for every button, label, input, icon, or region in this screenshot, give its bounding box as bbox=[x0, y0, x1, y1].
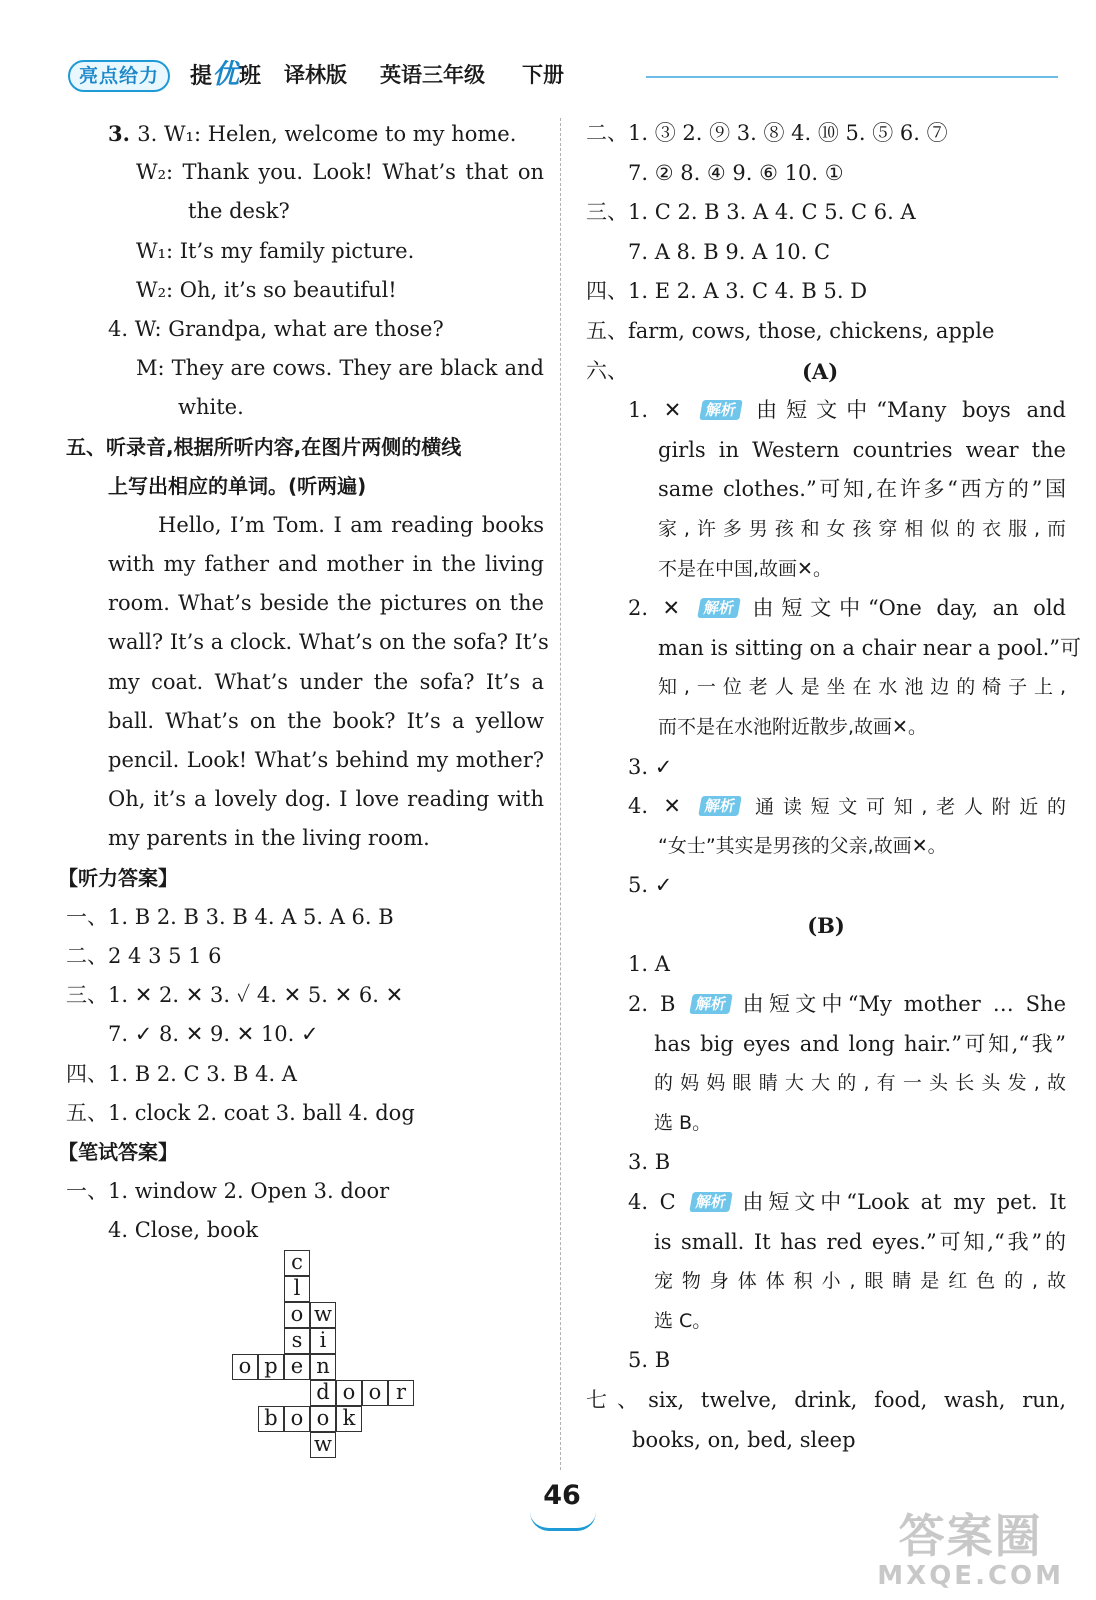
series-big: 优 bbox=[212, 59, 240, 90]
crossword-cell: l bbox=[284, 1276, 310, 1302]
analysis-tag: 解析 bbox=[690, 1192, 734, 1212]
dialogue-4-line-3: white. bbox=[178, 395, 244, 420]
listening-answers-heading: 【听力答案】 bbox=[58, 865, 178, 890]
answer-4-line: 四、1. E 2. A 3. C 4. B 5. D bbox=[586, 279, 868, 304]
part-a-label: (A) bbox=[802, 358, 839, 384]
crossword-cell: o bbox=[284, 1302, 310, 1328]
item-a1-line-2: girls in Western countries wear the bbox=[658, 437, 1066, 462]
written-answers-heading: 【笔试答案】 bbox=[58, 1139, 178, 1164]
crossword-cell: s bbox=[284, 1328, 310, 1354]
item-a2-line-4: 而不是在水池附近散步,故画✕。 bbox=[658, 715, 927, 738]
listening-answer-5: 五、1. clock 2. coat 3. ball 4. dog bbox=[66, 1100, 415, 1125]
series-post: 班 bbox=[239, 64, 262, 89]
crossword-cell: o bbox=[336, 1380, 362, 1406]
crossword-cell: w bbox=[310, 1302, 336, 1328]
watermark-line-1: 答案圈 bbox=[898, 1509, 1043, 1563]
item-b2-line-4: 选 B。 bbox=[654, 1111, 712, 1134]
answer-3-line-2: 7. A 8. B 9. A 10. C bbox=[628, 239, 831, 264]
crossword-cell: b bbox=[258, 1406, 284, 1432]
answer-2-line-1: 二、1. ③ 2. ⑨ 3. ⑧ 4. ⑩ 5. ⑤ 6. ⑦ bbox=[586, 121, 948, 145]
passage-line-6: ball. What’s on the book? It’s a yellow bbox=[108, 708, 544, 733]
dialogue-4-line-1: 4. W: Grandpa, what are those? bbox=[108, 316, 444, 341]
item-a3: 3. ✓ bbox=[628, 754, 673, 779]
analysis-tag: 解析 bbox=[699, 400, 743, 420]
answer-7-line-2: books, on, bed, sleep bbox=[632, 1427, 856, 1452]
crossword-cell: w bbox=[310, 1432, 336, 1458]
dialogue-3-line-3: the desk? bbox=[188, 199, 290, 224]
watermark-line-2: MXQE.COM bbox=[877, 1561, 1064, 1591]
answer-7-line-1: 七、six, twelve, drink, food, wash, run, bbox=[586, 1388, 1066, 1412]
dialogue-4-line-2: M: They are cows. They are black and bbox=[136, 356, 544, 381]
column-divider bbox=[560, 118, 561, 1470]
passage-line-9: my parents in the living room. bbox=[108, 826, 430, 851]
crossword-cell: o bbox=[232, 1354, 258, 1380]
analysis-tag: 解析 bbox=[699, 796, 743, 816]
part-b-label: (B) bbox=[807, 912, 845, 938]
item-b4-line-2: is small. It has red eyes.”可知,“我”的 bbox=[654, 1229, 1066, 1254]
series-pre: 提 bbox=[190, 64, 213, 89]
passage-line-2: with my father and mother in the living bbox=[108, 552, 544, 577]
left-column bbox=[58, 114, 549, 1250]
subject-label: 英语三年级 bbox=[380, 63, 485, 87]
dialogue-3-line-1: 3. 3. W₁: Helen, welcome to my home. bbox=[108, 121, 517, 146]
dialogue-3-line-5: W₂: Oh, it’s so beautiful! bbox=[136, 277, 397, 302]
crossword-cell: k bbox=[336, 1406, 362, 1432]
crossword-cell: c bbox=[284, 1250, 310, 1276]
analysis-tag: 解析 bbox=[690, 994, 734, 1014]
item-b4-line-4: 选 C。 bbox=[654, 1309, 712, 1332]
item-a4-line-2: “女士”其实是男孩的父亲,故画✕。 bbox=[658, 834, 947, 857]
edition-label: 译林版 bbox=[284, 63, 347, 87]
item-b1: 1. A bbox=[628, 952, 670, 977]
dialogue-3-line-2: W₂: Thank you. Look! What’s that on bbox=[136, 160, 544, 185]
listening-answer-1: 一、1. B 2. B 3. B 4. A 5. A 6. B bbox=[66, 904, 394, 929]
item-a2-line-2: man is sitting on a chair near a pool.”可 bbox=[658, 635, 1082, 660]
item-b2-line-3: 的妈妈眼睛大大的,有一头长头发,故 bbox=[654, 1072, 1066, 1095]
item-b3: 3. B bbox=[628, 1150, 671, 1175]
section-5-instruction-1: 五、听录音,根据所听内容,在图片两侧的横线 bbox=[66, 434, 462, 459]
page-header bbox=[68, 58, 1058, 94]
written-answer-1-cont: 4. Close, book bbox=[108, 1218, 259, 1243]
item-a5: 5. ✓ bbox=[628, 873, 673, 898]
passage-line-4: wall? It’s a clock. What’s on the sofa? It’s bbox=[108, 630, 549, 655]
page-number: 46 bbox=[543, 1480, 581, 1511]
crossword-cell: i bbox=[310, 1328, 336, 1354]
item-a1-line-1: 1. ✕ 解析 由短文中“Many boys and bbox=[628, 398, 1066, 423]
item-a1-line-3: same clothes.”可知,在许多“西方的”国 bbox=[658, 477, 1066, 502]
item-b2-line-2: has big eyes and long hair.”可知,“我” bbox=[654, 1031, 1066, 1056]
listening-answer-3-cont: 7. ✓ 8. ✕ 9. ✕ 10. ✓ bbox=[108, 1022, 319, 1047]
watermark-logo bbox=[877, 1510, 1064, 1590]
crossword-cell: o bbox=[362, 1380, 388, 1406]
item-a1-line-4: 家,许多男孩和女孩穿相似的衣服,而 bbox=[658, 517, 1066, 540]
item-b4-line-1: 4. C 解析 由短文中“Look at my pet. It bbox=[628, 1190, 1066, 1215]
listening-answer-4: 四、1. B 2. C 3. B 4. A bbox=[66, 1061, 297, 1086]
item-a2-line-1: 2. ✕ 解析 由短文中“One day, an old bbox=[628, 596, 1066, 621]
brand-badge: 亮点给力 bbox=[68, 60, 170, 92]
listening-answer-3: 三、1. ✕ 2. ✕ 3. ✓ 4. ✕ 5. ✕ 6. ✕ bbox=[66, 983, 404, 1008]
item-a1-line-5: 不是在中国,故画✕。 bbox=[658, 557, 832, 580]
dialogue-3-line-4: W₁: It’s my family picture. bbox=[136, 238, 415, 263]
written-answer-1: 一、1. window 2. Open 3. door bbox=[66, 1179, 390, 1204]
header-rule bbox=[646, 76, 1058, 78]
crossword-cell: p bbox=[258, 1354, 284, 1380]
right-column bbox=[586, 114, 1082, 1460]
section-5-instruction-2: 上写出相应的单词。(听两遍) bbox=[108, 473, 367, 498]
volume-label: 下册 bbox=[522, 63, 564, 87]
crossword-cell: r bbox=[388, 1380, 414, 1406]
passage-line-5: my coat. What’s under the sofa? It’s a bbox=[108, 669, 544, 694]
passage-line-1: Hello, I’m Tom. I am reading books bbox=[158, 512, 544, 537]
item-a4-line-1: 4. ✕ 解析 通读短文可知,老人附近的 bbox=[628, 794, 1066, 819]
page-number-arc bbox=[530, 1512, 596, 1531]
crossword-cell: e bbox=[284, 1354, 310, 1380]
crossword-cell: o bbox=[310, 1406, 336, 1432]
item-b4-line-3: 宠物身体体积小,眼睛是红色的,故 bbox=[654, 1270, 1066, 1293]
answer-2-line-2: 7. ② 8. ④ 9. ⑥ 10. ① bbox=[628, 160, 844, 185]
series-title bbox=[190, 58, 261, 94]
crossword-cell: o bbox=[284, 1406, 310, 1432]
passage-line-7: pencil. Look! What’s behind my mother? bbox=[108, 748, 544, 772]
crossword-cell: d bbox=[310, 1380, 336, 1406]
item-b2-line-1: 2. B 解析 由短文中“My mother … She bbox=[628, 992, 1066, 1017]
listening-answer-2: 二、2 4 3 5 1 6 bbox=[66, 943, 222, 968]
item-a2-line-3: 知,一位老人是坐在水池边的椅子上, bbox=[658, 676, 1066, 699]
passage-line-8: Oh, it’s a lovely dog. I love reading with bbox=[108, 787, 544, 812]
answer-6-heading: 六、 (A) bbox=[586, 352, 1066, 392]
item-b5: 5. B bbox=[628, 1348, 671, 1373]
passage-line-3: room. What’s beside the pictures on the bbox=[108, 591, 544, 616]
answer-5-line: 五、farm, cows, those, chickens, apple bbox=[586, 318, 995, 343]
crossword-cell: n bbox=[310, 1354, 336, 1380]
analysis-tag: 解析 bbox=[697, 598, 741, 618]
answer-3-line-1: 三、1. C 2. B 3. A 4. C 5. C 6. A bbox=[586, 200, 916, 225]
